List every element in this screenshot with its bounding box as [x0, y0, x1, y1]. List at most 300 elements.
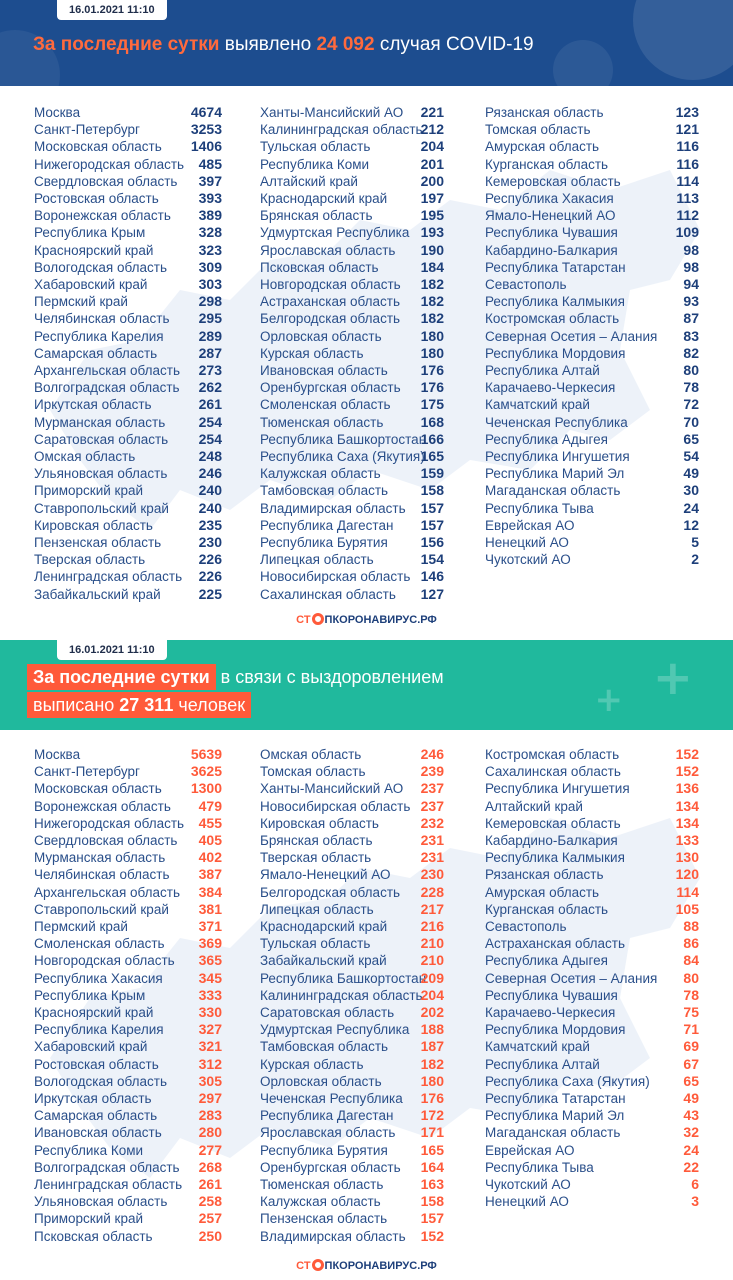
region-name: Республика Башкортостан [260, 431, 427, 447]
region-name: Амурская область [485, 139, 600, 155]
region-count: 54 [683, 448, 699, 464]
region-count: 94 [683, 276, 699, 292]
region-name: Республика Карелия [34, 328, 164, 344]
region-row [260, 586, 444, 603]
region-count: 216 [420, 918, 444, 934]
region-row [34, 465, 222, 482]
region-name: Новгородская область [34, 953, 175, 969]
region-row [260, 104, 444, 121]
region-row [34, 952, 222, 969]
region-name: Астраханская область [485, 936, 626, 952]
region-row [485, 1107, 699, 1124]
region-row [260, 362, 444, 379]
region-row [34, 224, 222, 241]
region-name: Сахалинская область [260, 586, 396, 602]
region-row [485, 104, 699, 121]
recovered-title-line1 [27, 664, 444, 690]
region-count: 485 [198, 155, 222, 172]
region-count: 175 [420, 396, 444, 413]
title-text: случая COVID-19 [374, 34, 534, 55]
region-count: 190 [420, 241, 444, 258]
region-row [260, 970, 444, 987]
region-row [34, 138, 222, 155]
region-name: Орловская область [260, 1073, 382, 1089]
recovered-section [0, 640, 733, 1280]
region-row [260, 568, 444, 585]
recovered-total: 27 311 [119, 695, 174, 715]
region-name: Республика Татарстан [485, 1091, 626, 1106]
region-name: Республика Тыва [485, 500, 594, 516]
region-count: 237 [420, 780, 444, 797]
region-name: Оренбургская область [260, 380, 401, 396]
region-name: Белгородская область [260, 311, 401, 327]
region-name: Рязанская область [485, 867, 604, 883]
region-count: 114 [676, 883, 699, 900]
region-name: Республика Башкортостан [260, 970, 427, 986]
region-count: 277 [198, 1141, 222, 1158]
region-row [260, 448, 444, 465]
region-count: 98 [683, 241, 699, 258]
region-name: Самарская область [34, 1108, 158, 1124]
region-row [34, 190, 222, 207]
region-name: Республика Чувашия [485, 987, 618, 1003]
region-row [260, 866, 444, 883]
region-count: 333 [198, 986, 222, 1003]
region-name: Республика Адыгея [485, 953, 608, 969]
region-name: Свердловская область [34, 833, 178, 848]
region-name: Москва [34, 105, 81, 120]
logo-text-st: СТ [296, 1260, 311, 1272]
region-row [260, 379, 444, 396]
region-name: Республика Адыгея [485, 431, 608, 447]
region-count: 240 [198, 499, 222, 516]
region-name: Республика Хакасия [485, 191, 614, 206]
region-row [34, 551, 222, 568]
title-text: выявлено [219, 34, 317, 55]
region-name: Пензенская область [260, 1211, 388, 1227]
region-name: Республика Коми [260, 156, 370, 172]
region-name: Омская область [34, 449, 136, 464]
region-name: Псковская область [260, 259, 379, 275]
region-row [260, 259, 444, 276]
region-name: Сахалинская область [485, 764, 621, 780]
region-row [34, 534, 222, 551]
region-row [34, 798, 222, 815]
region-count: 172 [420, 1107, 444, 1124]
region-name: Амурская область [485, 884, 600, 900]
region-count: 226 [198, 568, 222, 585]
region-row [260, 396, 444, 413]
region-count: 24 [683, 1141, 699, 1158]
recovered-header [0, 640, 733, 730]
region-row [485, 952, 699, 969]
region-count: 283 [198, 1107, 222, 1124]
region-name: Мурманская область [34, 850, 166, 866]
region-row [485, 379, 699, 396]
region-row [485, 310, 699, 327]
region-row [34, 242, 222, 259]
region-count: 204 [420, 986, 444, 1003]
region-count: 225 [198, 585, 222, 602]
region-count: 261 [198, 396, 222, 413]
region-row [260, 276, 444, 293]
region-count: 268 [198, 1158, 222, 1175]
region-count: 365 [198, 952, 222, 969]
region-count: 188 [420, 1021, 444, 1038]
region-name: Республика Саха (Якутия) [485, 1073, 650, 1089]
region-count: 152 [675, 746, 699, 762]
region-count: 200 [420, 172, 444, 189]
region-count: 402 [198, 849, 222, 866]
region-row [485, 849, 699, 866]
region-name: Республика Калмыкия [485, 850, 625, 866]
region-name: Москва [34, 747, 81, 762]
region-row [34, 293, 222, 310]
region-count: 43 [683, 1107, 699, 1124]
region-count: 182 [420, 276, 444, 292]
region-name: Краснодарский край [260, 919, 388, 934]
region-name: Архангельская область [34, 884, 181, 900]
region-count: 165 [420, 1141, 444, 1158]
region-row [485, 465, 699, 482]
region-name: Республика Саха (Якутия) [260, 449, 425, 464]
region-row [260, 482, 444, 499]
region-count: 295 [198, 310, 222, 327]
region-name: Республика Мордовия [485, 1022, 626, 1038]
region-name: Челябинская область [34, 311, 170, 327]
region-count: 180 [420, 344, 444, 361]
region-count: 479 [198, 797, 222, 814]
region-count: 158 [420, 1193, 444, 1210]
region-name: Ставропольский край [34, 901, 169, 917]
region-row [34, 1142, 222, 1159]
region-row [260, 1038, 444, 1055]
region-name: Ставропольский край [34, 500, 169, 516]
region-name: Свердловская область [34, 173, 178, 189]
region-count: 165 [420, 448, 444, 464]
region-row [485, 551, 699, 568]
region-row [34, 379, 222, 396]
region-row [485, 482, 699, 499]
region-name: Ленинградская область [34, 569, 183, 585]
region-name: Ямало-Ненецкий АО [485, 208, 616, 224]
infected-header [0, 0, 733, 86]
region-name: Тюменская область [260, 1177, 384, 1192]
region-row [485, 328, 699, 345]
region-count: 86 [683, 935, 699, 952]
region-row [485, 345, 699, 362]
region-count: 330 [198, 1004, 222, 1020]
region-count: 67 [683, 1055, 699, 1072]
region-row [34, 276, 222, 293]
region-row [260, 1004, 444, 1021]
region-name: Нижегородская область [34, 156, 185, 172]
region-row [485, 1124, 699, 1141]
region-count: 24 [683, 499, 699, 516]
region-count: 130 [675, 849, 699, 866]
region-name: Курганская область [485, 901, 609, 917]
region-name: Ивановская область [260, 363, 388, 378]
region-count: 116 [676, 138, 699, 155]
region-count: 157 [420, 1210, 444, 1227]
region-row [485, 1021, 699, 1038]
infected-total: 24 092 [316, 34, 375, 55]
region-count: 30 [683, 482, 699, 499]
region-row [34, 1210, 222, 1227]
region-row [34, 121, 222, 138]
region-row [260, 763, 444, 780]
region-count: 209 [420, 969, 444, 986]
region-count: 3253 [190, 121, 222, 138]
region-name: Псковская область [34, 1228, 153, 1244]
region-row [34, 832, 222, 849]
region-name: Северная Осетия – Алания [485, 970, 658, 986]
region-count: 152 [420, 1227, 444, 1244]
region-row [260, 884, 444, 901]
region-row [34, 970, 222, 987]
region-count: 112 [676, 207, 699, 224]
logo-ring-icon [312, 613, 324, 625]
region-count: 240 [198, 482, 222, 499]
region-count: 201 [420, 155, 444, 172]
region-count: 328 [198, 224, 222, 241]
region-count: 5639 [190, 746, 222, 762]
region-row [260, 1159, 444, 1176]
region-row [485, 866, 699, 883]
region-name: Хабаровский край [34, 277, 148, 292]
region-count: 312 [198, 1055, 222, 1072]
region-name: Воронежская область [34, 208, 171, 224]
region-row [485, 259, 699, 276]
region-count: 80 [683, 362, 699, 378]
region-count: 384 [198, 883, 222, 900]
region-row [34, 173, 222, 190]
region-count: 164 [420, 1158, 444, 1175]
region-count: 157 [420, 516, 444, 533]
region-row [260, 242, 444, 259]
region-name: Московская область [34, 139, 162, 155]
region-count: 182 [420, 310, 444, 327]
region-name: Чукотский АО [485, 1177, 571, 1192]
title-highlight: За последние сутки [27, 664, 216, 690]
region-count: 210 [420, 952, 444, 969]
region-count: 82 [683, 344, 699, 361]
region-name: Пермский край [34, 919, 128, 934]
region-row [485, 1159, 699, 1176]
region-name: Тверская область [260, 850, 372, 866]
date-label: 16.01.2021 11:10 [57, 640, 167, 660]
region-count: 254 [198, 413, 222, 430]
region-count: 71 [683, 1021, 699, 1038]
region-count: 69 [683, 1038, 699, 1055]
region-count: 49 [683, 1090, 699, 1106]
region-count: 146 [420, 568, 444, 585]
region-name: Ханты-Мансийский АО [260, 781, 404, 797]
region-row [485, 431, 699, 448]
region-name: Тульская область [260, 139, 371, 155]
region-name: Калининградская область [260, 987, 423, 1003]
region-name: Курская область [260, 345, 364, 361]
region-row [34, 328, 222, 345]
region-row [485, 517, 699, 534]
region-count: 246 [420, 746, 444, 762]
region-row [485, 207, 699, 224]
region-row [485, 884, 699, 901]
region-name: Алтайский край [485, 798, 583, 814]
region-name: Кабардино-Балкария [485, 242, 618, 258]
region-name: Хабаровский край [34, 1039, 148, 1055]
region-row [485, 763, 699, 780]
title-text: в связи с выздоровлением [215, 667, 444, 687]
region-count: 202 [420, 1004, 444, 1020]
region-name: Магаданская область [485, 1125, 621, 1141]
region-row [485, 780, 699, 797]
logo-text-st: СТ [296, 614, 311, 626]
region-row [485, 362, 699, 379]
region-count: 212 [420, 121, 444, 138]
region-row [260, 918, 444, 935]
region-count: 87 [683, 310, 699, 327]
region-row [485, 798, 699, 815]
region-row [485, 1193, 699, 1210]
region-name: Иркутская область [34, 1091, 152, 1106]
region-row [260, 156, 444, 173]
region-name: Ивановская область [34, 1125, 162, 1141]
region-name: Чеченская Республика [485, 414, 628, 430]
region-count: 321 [198, 1038, 222, 1055]
virus-decoration [553, 40, 613, 86]
region-row [34, 884, 222, 901]
region-count: 32 [683, 1124, 699, 1141]
region-count: 389 [198, 207, 222, 224]
region-row [34, 1004, 222, 1021]
region-name: Тамбовская область [260, 1039, 389, 1055]
region-name: Иркутская область [34, 397, 152, 413]
region-count: 231 [420, 832, 444, 848]
region-name: Новосибирская область [260, 798, 411, 814]
region-row [260, 207, 444, 224]
region-row [34, 780, 222, 797]
plus-decoration: + [594, 680, 623, 720]
region-count: 235 [198, 516, 222, 533]
region-row [34, 568, 222, 585]
region-count: 221 [420, 104, 444, 120]
region-name: Курганская область [485, 156, 609, 172]
region-count: 114 [676, 172, 699, 189]
region-name: Забайкальский край [34, 586, 161, 602]
region-name: Республика Алтай [485, 363, 600, 378]
region-name: Карачаево-Черкесия [485, 1005, 616, 1020]
region-count: 133 [675, 832, 699, 848]
region-row [260, 1073, 444, 1090]
region-name: Тамбовская область [260, 483, 389, 499]
region-name: Кировская область [34, 517, 153, 533]
region-row [485, 276, 699, 293]
region-count: 83 [683, 327, 699, 344]
region-name: Кемеровская область [485, 173, 621, 189]
region-name: Удмуртская Республика [260, 225, 410, 241]
region-count: 157 [420, 499, 444, 516]
region-count: 230 [198, 534, 222, 550]
title-highlight-box [27, 692, 251, 718]
region-row [34, 586, 222, 603]
region-row [34, 259, 222, 276]
region-row [260, 1090, 444, 1107]
title-text: выписано [33, 695, 120, 715]
region-count: 78 [683, 986, 699, 1003]
region-name: Смоленская область [260, 397, 391, 413]
region-count: 232 [420, 814, 444, 831]
region-row [485, 970, 699, 987]
region-name: Астраханская область [260, 294, 401, 310]
region-count: 6 [691, 1176, 699, 1192]
region-row [485, 448, 699, 465]
region-count: 298 [198, 293, 222, 310]
region-count: 381 [198, 900, 222, 917]
region-count: 195 [420, 207, 444, 224]
region-name: Забайкальский край [260, 953, 387, 969]
region-name: Смоленская область [34, 936, 165, 952]
region-count: 154 [420, 551, 444, 568]
region-row [485, 815, 699, 832]
region-name: Воронежская область [34, 798, 171, 814]
region-row [34, 310, 222, 327]
region-name: Новосибирская область [260, 569, 411, 585]
region-row [260, 815, 444, 832]
region-row [260, 1176, 444, 1193]
logo-text: ПКОРОНАВИРУС.РФ [324, 614, 437, 626]
region-count: 248 [198, 448, 222, 464]
region-row [260, 952, 444, 969]
region-name: Челябинская область [34, 867, 170, 883]
region-count: 327 [198, 1021, 222, 1038]
title-text: человек [173, 695, 246, 715]
region-count: 393 [198, 190, 222, 206]
region-row [34, 1038, 222, 1055]
recovered-title-line2 [27, 692, 251, 718]
region-count: 250 [198, 1227, 222, 1244]
region-row [485, 987, 699, 1004]
region-count: 123 [675, 104, 699, 120]
region-count: 3625 [190, 763, 222, 780]
region-row [34, 396, 222, 413]
region-row [260, 849, 444, 866]
region-name: Белгородская область [260, 884, 401, 900]
region-count: 239 [420, 763, 444, 780]
region-name: Калужская область [260, 466, 381, 482]
region-row [485, 1038, 699, 1055]
region-row [34, 901, 222, 918]
region-row [485, 396, 699, 413]
region-row [34, 1056, 222, 1073]
region-name: Ярославская область [260, 1125, 396, 1141]
region-row [34, 1228, 222, 1245]
region-name: Мурманская область [34, 414, 166, 430]
region-name: Республика Карелия [34, 1022, 164, 1038]
region-row [34, 935, 222, 952]
region-count: 134 [675, 814, 699, 831]
region-count: 262 [198, 379, 222, 396]
region-count: 182 [420, 1055, 444, 1072]
region-row [485, 190, 699, 207]
region-name: Калининградская область [260, 122, 423, 138]
region-count: 273 [198, 362, 222, 378]
region-name: Тюменская область [260, 414, 384, 430]
region-row [260, 798, 444, 815]
region-name: Республика Дагестан [260, 1108, 394, 1124]
region-name: Еврейская АО [485, 1142, 575, 1158]
region-count: 49 [683, 465, 699, 482]
